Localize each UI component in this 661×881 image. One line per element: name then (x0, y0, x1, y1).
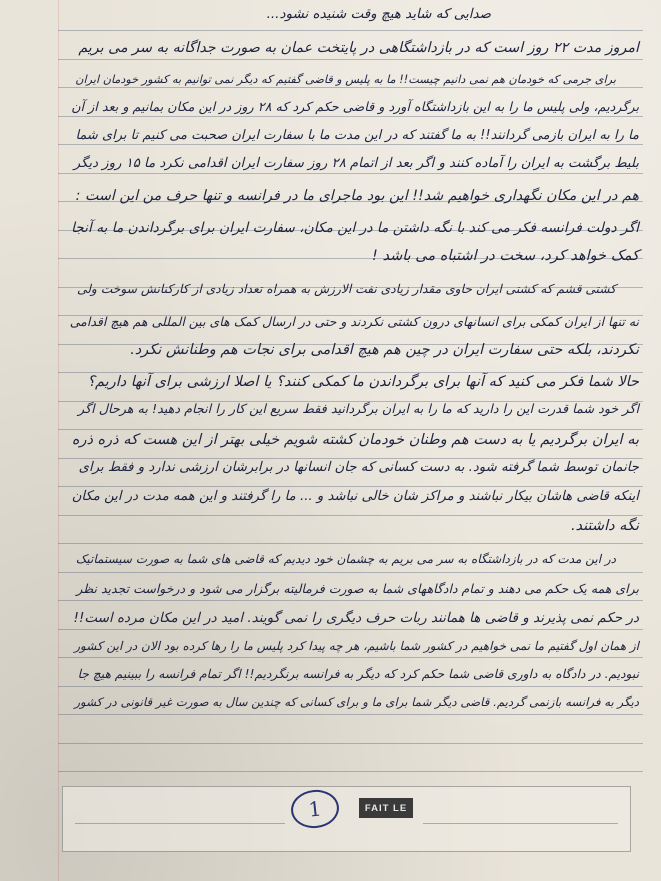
page-number: 1 (289, 788, 341, 831)
page-footer (62, 786, 631, 852)
text-line: هم در این مکان نگهداری خواهیم شد!! این بود ماجرای ما در فرانسه و تنها حرف من این است : (75, 188, 639, 204)
text-line: نگه داشتند. (570, 518, 639, 534)
text-line: امروز مدت ۲۲ روز است که در بازداشتگاهی در پایتخت عمان به صورت جداگانه به سر می بریم (78, 40, 639, 56)
text-line: اینکه قاضی هاشان بیکار نباشند و مراکز شان خالی نباشد و ... ما را گرفتند و این همه مدت در این مکان (71, 489, 639, 504)
ruled-line (58, 572, 643, 573)
text-line: برگردیم، ولی پلیس ما را به این بازداشتگاه آورد و قاضی حکم کرد که ۲۸ روز در این مکان بمانیم و بعد از آن (71, 100, 639, 115)
text-line: اگر خود شما قدرت این را دارید که ما را به ایران برگردانید فقط سریع این کار را انجام دهید! به هرحال اگر (78, 402, 639, 417)
text-line: حالا شما فکر می کنید که آنها برای برگرداندن ما کمکی کنند؟ یا اصلا ارزشی برای آنها داریم؟ (87, 374, 639, 390)
text-line: برای جرمی که خودمان هم نمی دانیم چیست!! ما به پلیس و قاضی گفتیم که دیگر نمی توانیم به کشور خودمان ایران (75, 73, 616, 86)
ruled-line (58, 743, 643, 744)
footer-rule (75, 823, 285, 824)
text-line: در حکم نمی پذیرند و قاضی ها همانند ربات حرف دیگری را نمی گویند. امید در این مکان مرده است!! (73, 610, 639, 626)
letter-header: صدایی که شاید هیچ وقت شنیده نشود... (266, 6, 491, 22)
ruled-line (58, 771, 643, 772)
ruled-line (58, 686, 643, 687)
margin-line (58, 0, 59, 881)
text-line: ما را به ایران بازمی گردانند!! به ما گفتند که در این مدت ما با سفارت ایران صحبت می کنیم تا برای شما (75, 128, 639, 143)
ruled-line (58, 600, 643, 601)
text-line: کشتی قشم که کشتی ایران حاوی مقدار زیادی نفت الارزش به همراه تعداد زیادی از کارکنانش سوخت ولی (76, 282, 616, 296)
text-line: به ایران برگردیم یا به دست هم وطنان خودمان کشته شویم خیلی بهتر از این هست که ذره ذره (71, 432, 639, 448)
ruled-line (58, 657, 643, 658)
text-line: بلیط برگشت به ایران را آماده کنند و اگر بعد از اتمام ۲۸ روز سفارت ایران اقدامی نکرد ما ۱۵ روز دیگر (73, 156, 639, 171)
ruled-line (58, 714, 643, 715)
ruled-line (58, 59, 643, 60)
ruled-line (58, 543, 643, 544)
footer-rule (423, 823, 618, 824)
footer-brand-label: FAIT LE (359, 798, 413, 818)
text-line: برای همه یک حکم می دهند و تمام دادگاههای شما به صورت فرمالیته برگزار می شود و درخواست تجدید نظر (76, 581, 639, 596)
text-line: اگر دولت فرانسه فکر می کند با نگه داشتن ما در این مکان، سفارت ایران برای برگرداندن ما به آنجا (71, 220, 639, 236)
text-line: نه تنها از ایران کمکی برای انسانهای درون کشتی نکردند و حتی در ارسال کمک های بین المللی هم هیچ اقدامی (69, 314, 639, 329)
text-line: نکردند، بلکه حتی سفارت ایران در چین هم هیچ اقدامی برای نجات هم وطنانش نکرد. (130, 342, 639, 358)
text-line: نبودیم. در دادگاه به داوری قاضی شما حکم کرد که دیگر به فرانسه برنگردیم!! اگر تمام فرانسه را ببینیم هیچ جا (77, 667, 639, 681)
text-line: جانمان توسط شما گرفته شود. به دست کسانی که جان انسانها در برابرشان ارزشی ندارد و فقط برای (78, 460, 639, 475)
text-line: دیگر به فرانسه بازنمی گردیم. قاضی دیگر شما برای ما و برای کسانی که چندین سال به صورت غیر قانونی در کشور (74, 695, 639, 709)
ruled-line (58, 629, 643, 630)
text-line: کمک خواهد کرد، سخت در اشتباه می باشد ! (372, 248, 639, 264)
ruled-line (58, 30, 643, 31)
text-line: در این مدت که در بازداشتگاه به سر می بریم به چشمان خود دیدیم که قاضی های شما به صورت سیستماتیک (75, 552, 616, 566)
text-line: از همان اول گفتیم ما نمی خواهیم در کشور شما باشیم، هر چه پیدا کرد پلیس ما را رها کرده بود الان در این کشور (74, 639, 639, 653)
